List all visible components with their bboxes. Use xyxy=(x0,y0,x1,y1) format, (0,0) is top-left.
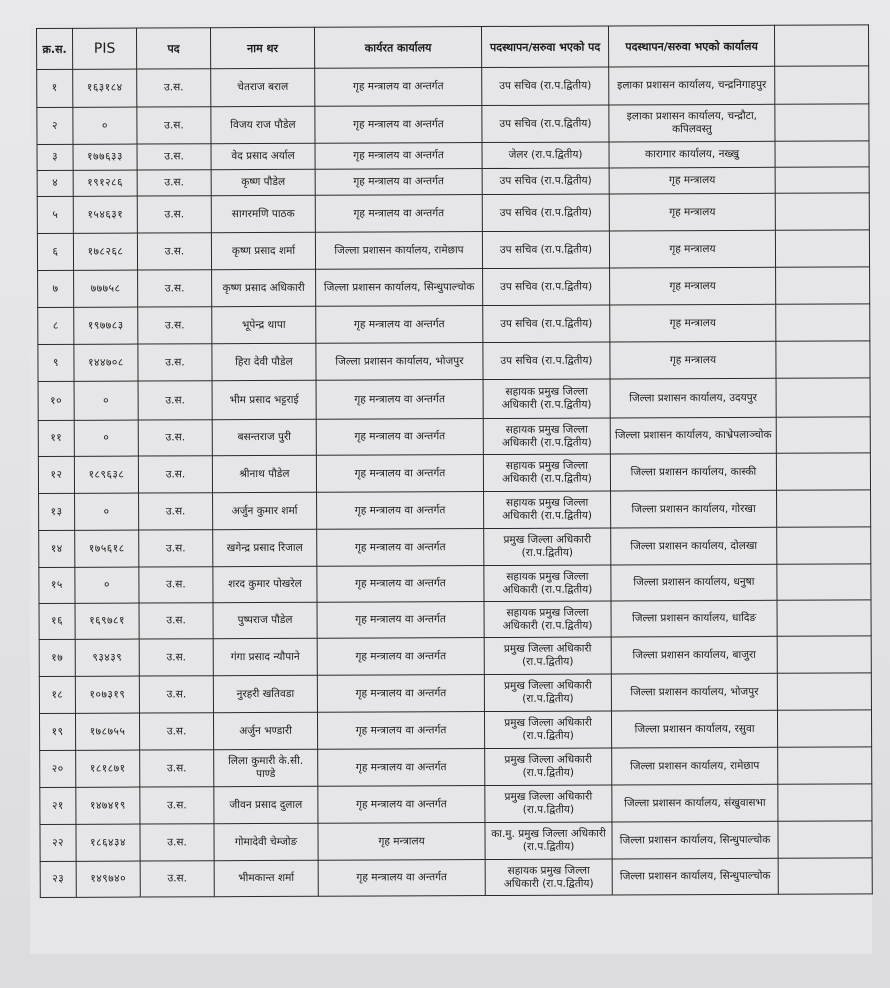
cell-post: उ.स. xyxy=(137,107,211,144)
cell-name: अर्जुन भण्डारी xyxy=(213,712,317,749)
table-header-row xyxy=(37,25,869,70)
cell-pis: ० xyxy=(75,567,139,603)
cell-current-office: गृह मन्त्रालय वा अन्तर्गत xyxy=(316,306,483,344)
cell-extra xyxy=(776,304,870,341)
cell-post: उ.स. xyxy=(139,567,213,603)
cell-sn: २१ xyxy=(40,787,76,824)
cell-posted-post: सहायक प्रमुख जिल्ला अधिकारी (रा.प.द्वितीय) xyxy=(483,418,610,455)
cell-current-office: गृह मन्त्रालय वा अन्तर्गत xyxy=(315,68,482,107)
cell-posted-post: सहायक प्रमुख जिल्ला अधिकारी (रा.प.द्वितीय) xyxy=(484,601,611,638)
cell-post: उ.स. xyxy=(137,196,211,233)
cell-name: भीमकान्त शर्मा xyxy=(214,860,318,896)
cell-name: पुष्पराज पौडेल xyxy=(213,602,317,638)
cell-sn: २ xyxy=(37,107,73,144)
cell-pis: १६३१८४ xyxy=(73,69,137,107)
table-row xyxy=(38,267,870,308)
cell-extra xyxy=(778,747,872,784)
cell-post: उ.स. xyxy=(137,144,211,170)
cell-posted-office: इलाका प्रशासन कार्यालय, चन्द्रनिगाहपुर xyxy=(609,66,775,105)
cell-posted-office: गृह मन्त्रालय xyxy=(609,167,775,194)
cell-pis: १९७७८३ xyxy=(74,307,138,344)
cell-sn: ३ xyxy=(37,144,73,170)
table-row xyxy=(38,341,870,382)
cell-name: जीवन प्रसाद दुलाल xyxy=(214,786,318,823)
cell-name: शरद कुमार पोखरेल xyxy=(213,566,317,602)
cell-post: उ.स. xyxy=(140,750,214,787)
cell-extra xyxy=(777,600,871,636)
cell-pis: १७५६१८ xyxy=(75,530,139,567)
cell-extra xyxy=(778,821,872,858)
cell-current-office: गृह मन्त्रालय वा अन्तर्गत xyxy=(316,455,483,493)
header-posted-office: पदस्थापन/सरुवा भएको कार्यालय xyxy=(608,25,774,67)
cell-posted-post: का.मु. प्रमुख जिल्ला अधिकारी (रा.प.द्वितीय) xyxy=(485,822,612,860)
cell-current-office: गृह मन्त्रालय वा अन्तर्गत xyxy=(315,195,482,233)
header-extra xyxy=(774,25,868,66)
cell-posted-post: प्रमुख जिल्ला अधिकारी (रा.प.द्वितीय) xyxy=(484,674,611,712)
cell-sn: १९ xyxy=(39,713,75,750)
cell-pis: ९३४३९ xyxy=(75,639,139,676)
cell-extra xyxy=(778,784,872,821)
cell-posted-office: कारागार कार्यालय, नख्खु xyxy=(609,141,775,168)
cell-name: वेद प्रसाद अर्याल xyxy=(211,143,315,169)
cell-extra xyxy=(777,636,871,673)
cell-sn: १७ xyxy=(39,639,75,676)
table-row xyxy=(40,747,872,788)
cell-name: बसन्तराज पुरी xyxy=(212,419,316,455)
cell-posted-office: इलाका प्रशासन कार्यालय, चन्द्रौटा, कपिलवस्तु xyxy=(609,104,775,142)
cell-post: उ.स. xyxy=(140,861,214,897)
cell-extra xyxy=(775,193,869,230)
cell-extra xyxy=(775,104,869,141)
table-body xyxy=(37,66,873,898)
cell-posted-office: जिल्ला प्रशासन कार्यालय, सिन्धुपाल्चोक xyxy=(612,821,778,859)
cell-sn: ९ xyxy=(38,344,74,381)
table-row xyxy=(37,193,869,234)
header-sn: क्र.स. xyxy=(37,28,73,69)
cell-sn: ७ xyxy=(38,270,74,307)
cell-sn: १४ xyxy=(39,530,75,567)
cell-pis: १९१२८६ xyxy=(73,170,137,196)
cell-sn: १८ xyxy=(39,676,75,713)
cell-posted-office: जिल्ला प्रशासन कार्यालय, भोजपुर xyxy=(611,673,777,711)
cell-pis: १८६४३४ xyxy=(76,824,140,861)
table-row xyxy=(39,490,871,531)
cell-current-office: जिल्ला प्रशासन कार्यालय, सिन्धुपाल्चोक xyxy=(316,269,483,307)
cell-extra xyxy=(775,230,869,267)
cell-posted-post: उप सचिव (रा.प.द्वितीय) xyxy=(482,105,609,143)
header-pis: PIS xyxy=(73,28,137,69)
table-row xyxy=(37,230,869,271)
cell-extra xyxy=(776,378,870,417)
cell-sn: १२ xyxy=(38,456,74,493)
cell-sn: ५ xyxy=(37,196,73,233)
cell-posted-post: उप सचिव (रा.प.द्वितीय) xyxy=(482,231,609,269)
cell-current-office: गृह मन्त्रालय वा अन्तर्गत xyxy=(317,566,484,603)
cell-posted-office: जिल्ला प्रशासन कार्यालय, बाजुरा xyxy=(611,636,777,674)
cell-posted-post: उप सचिव (रा.प.द्वितीय) xyxy=(482,168,609,195)
cell-extra xyxy=(776,453,870,490)
cell-current-office: गृह मन्त्रालय वा अन्तर्गत xyxy=(317,529,484,567)
cell-posted-post: उप सचिव (रा.प.द्वितीय) xyxy=(482,67,609,106)
cell-name: लिला कुमारी के.सी. पाण्डे xyxy=(214,749,318,786)
cell-posted-post: उप सचिव (रा.प.द्वितीय) xyxy=(482,194,609,232)
cell-current-office: गृह मन्त्रालय वा अन्तर्गत xyxy=(318,749,485,787)
cell-post: उ.स. xyxy=(137,69,211,107)
table-row xyxy=(39,527,871,568)
cell-sn: १६ xyxy=(39,603,75,639)
cell-posted-office: गृह मन्त्रालय xyxy=(610,267,776,305)
table-row xyxy=(37,66,869,108)
cell-pis: १५४६३१ xyxy=(73,196,137,233)
cell-post: उ.स. xyxy=(139,713,213,750)
cell-current-office: गृह मन्त्रालय वा अन्तर्गत xyxy=(317,492,484,530)
cell-posted-office: जिल्ला प्रशासन कार्यालय, उदयपुर xyxy=(610,378,776,418)
cell-name: चेतराज बराल xyxy=(211,68,315,106)
table-row xyxy=(38,378,870,421)
cell-posted-office: जिल्ला प्रशासन कार्यालय, कास्की xyxy=(610,453,776,491)
cell-pis: १४७४१९ xyxy=(76,787,140,824)
cell-current-office: गृह मन्त्रालय वा अन्तर्गत xyxy=(316,380,483,420)
cell-pis: १८१८७१ xyxy=(76,750,140,787)
cell-post: उ.स. xyxy=(138,307,212,344)
cell-sn: २२ xyxy=(40,824,76,861)
cell-extra xyxy=(777,564,871,600)
cell-posted-office: जिल्ला प्रशासन कार्यालय, संखुवासभा xyxy=(612,784,778,822)
header-current-office: कार्यरत कार्यालय xyxy=(314,27,481,69)
cell-sn: २० xyxy=(40,750,76,787)
cell-name: खगेन्द्र प्रसाद रिजाल xyxy=(213,529,317,566)
cell-extra xyxy=(775,66,869,104)
cell-posted-office: जिल्ला प्रशासन कार्यालय, धनुषा xyxy=(611,564,777,601)
cell-extra xyxy=(778,858,872,894)
cell-pis: १७८७५५ xyxy=(75,713,139,750)
table-row xyxy=(39,673,871,714)
cell-pis: १६९७८१ xyxy=(75,603,139,639)
cell-posted-office: जिल्ला प्रशासन कार्यालय, सिन्धुपाल्चोक xyxy=(612,858,778,895)
cell-posted-post: उप सचिव (रा.प.द्वितीय) xyxy=(483,342,610,380)
cell-post: उ.स. xyxy=(138,270,212,307)
cell-posted-office: जिल्ला प्रशासन कार्यालय, धादिङ xyxy=(611,600,777,637)
cell-posted-post: सहायक प्रमुख जिल्ला अधिकारी (रा.प.द्वितीय) xyxy=(483,379,610,419)
cell-posted-post: उप सचिव (रा.प.द्वितीय) xyxy=(483,305,610,343)
table-row xyxy=(40,784,872,825)
cell-posted-post: प्रमुख जिल्ला अधिकारी (रा.प.द्वितीय) xyxy=(484,528,611,566)
cell-pis: ७७७५८ xyxy=(74,270,138,307)
cell-post: उ.स. xyxy=(140,824,214,861)
cell-posted-post: सहायक प्रमुख जिल्ला अधिकारी (रा.प.द्वितीय) xyxy=(484,491,611,529)
cell-posted-office: जिल्ला प्रशासन कार्यालय, रामेछाप xyxy=(612,747,778,785)
cell-post: उ.स. xyxy=(138,381,212,420)
cell-name: कृष्ण पौडेल xyxy=(211,169,315,195)
cell-name: भीम प्रसाद भट्टराई xyxy=(212,380,316,419)
cell-posted-office: जिल्ला प्रशासन कार्यालय, रसुवा xyxy=(611,710,777,748)
cell-current-office: गृह मन्त्रालय वा अन्तर्गत xyxy=(317,638,484,676)
cell-name: गोमादेवी चेम्जोङ xyxy=(214,823,318,860)
cell-posted-post: जेलर (रा.प.द्वितीय) xyxy=(482,142,609,169)
cell-name: गंगा प्रसाद न्यौपाने xyxy=(213,638,317,675)
cell-post: उ.स. xyxy=(140,787,214,824)
cell-post: उ.स. xyxy=(138,456,212,493)
cell-pis: ० xyxy=(74,381,138,420)
cell-posted-post: सहायक प्रमुख जिल्ला अधिकारी (रा.प.द्वितीय) xyxy=(485,859,612,896)
header-posted-post: पदस्थापन/सरुवा भएको पद xyxy=(481,26,608,68)
cell-post: उ.स. xyxy=(138,344,212,381)
table-row xyxy=(38,417,870,457)
table-row xyxy=(39,710,871,751)
cell-sn: १ xyxy=(37,69,73,107)
cell-posted-post: सहायक प्रमुख जिल्ला अधिकारी (रा.प.द्वितीय) xyxy=(484,565,611,602)
cell-name: श्रीनाथ पौडेल xyxy=(212,455,316,492)
cell-pis: ० xyxy=(73,107,137,144)
cell-post: उ.स. xyxy=(139,676,213,713)
cell-posted-office: जिल्ला प्रशासन कार्यालय, गोरखा xyxy=(611,490,777,528)
cell-post: उ.स. xyxy=(139,603,213,639)
cell-post: उ.स. xyxy=(139,493,213,530)
cell-sn: २३ xyxy=(40,861,76,897)
cell-posted-office: गृह मन्त्रालय xyxy=(609,193,775,231)
cell-post: उ.स. xyxy=(137,233,211,270)
cell-current-office: गृह मन्त्रालय वा अन्तर्गत xyxy=(316,419,483,456)
cell-name: अर्जुन कुमार शर्मा xyxy=(213,492,317,529)
cell-post: उ.स. xyxy=(139,530,213,567)
cell-posted-office: जिल्ला प्रशासन कार्यालय, दोलखा xyxy=(611,527,777,565)
cell-sn: १० xyxy=(38,381,74,420)
table-row xyxy=(37,141,869,171)
cell-extra xyxy=(775,141,869,167)
cell-pis: १७८२६८ xyxy=(73,233,137,270)
cell-posted-post: प्रमुख जिल्ला अधिकारी (रा.प.द्वितीय) xyxy=(485,748,612,786)
cell-sn: ६ xyxy=(37,233,73,270)
cell-current-office: गृह मन्त्रालय वा अन्तर्गत xyxy=(317,602,484,639)
table-row xyxy=(40,821,872,862)
cell-name: हिरा देवी पौडेल xyxy=(212,343,316,380)
table-row xyxy=(38,453,870,494)
cell-pis: ० xyxy=(74,420,138,456)
cell-posted-office: जिल्ला प्रशासन कार्यालय, काभ्रेपलाञ्चोक xyxy=(610,417,776,454)
cell-sn: ८ xyxy=(38,307,74,344)
cell-current-office: गृह मन्त्रालय वा अन्तर्गत xyxy=(315,106,482,144)
cell-posted-post: प्रमुख जिल्ला अधिकारी (रा.प.द्वितीय) xyxy=(484,637,611,675)
cell-pis: १७७६३३ xyxy=(73,144,137,170)
header-post: पद xyxy=(137,28,211,69)
table-row xyxy=(38,304,870,345)
cell-name: कृष्ण प्रसाद शर्मा xyxy=(211,232,315,269)
cell-current-office: गृह मन्त्रालय वा अन्तर्गत xyxy=(317,675,484,713)
cell-name: कृष्ण प्रसाद अधिकारी xyxy=(212,269,316,306)
cell-posted-office: गृह मन्त्रालय xyxy=(609,230,775,268)
cell-post: उ.स. xyxy=(138,420,212,456)
cell-name: भूपेन्द्र थापा xyxy=(212,306,316,343)
table-row xyxy=(37,104,869,145)
table-row xyxy=(39,636,871,677)
cell-pis: १८९६३८ xyxy=(74,456,138,493)
cell-extra xyxy=(776,417,870,453)
header-name: नाम थर xyxy=(211,27,315,68)
cell-current-office: गृह मन्त्रालय वा अन्तर्गत xyxy=(318,786,485,824)
cell-pis: १४९७४० xyxy=(76,861,140,897)
cell-name: विजय राज पौडेल xyxy=(211,106,315,143)
cell-extra xyxy=(777,673,871,710)
cell-current-office: गृह मन्त्रालय वा अन्तर्गत xyxy=(318,860,485,897)
cell-name: नुरहरी खतिवडा xyxy=(213,675,317,712)
cell-sn: ४ xyxy=(37,170,73,196)
cell-extra xyxy=(775,167,869,193)
cell-extra xyxy=(776,267,870,304)
table-row xyxy=(40,858,872,898)
cell-posted-post: प्रमुख जिल्ला अधिकारी (रा.प.द्वितीय) xyxy=(484,711,611,749)
cell-posted-post: उप सचिव (रा.प.द्वितीय) xyxy=(483,268,610,306)
cell-posted-office: गृह मन्त्रालय xyxy=(610,341,776,379)
cell-current-office: जिल्ला प्रशासन कार्यालय, भोजपुर xyxy=(316,343,483,381)
cell-extra xyxy=(776,341,870,378)
cell-post: उ.स. xyxy=(137,170,211,196)
cell-current-office: गृह मन्त्रालय वा अन्तर्गत xyxy=(315,143,482,170)
cell-extra xyxy=(777,710,871,747)
cell-current-office: जिल्ला प्रशासन कार्यालय, रामेछाप xyxy=(315,232,482,270)
transfer-table xyxy=(36,24,873,898)
cell-pis: १४४७०८ xyxy=(74,344,138,381)
cell-current-office: गृह मन्त्रालय xyxy=(318,823,485,861)
cell-extra xyxy=(777,490,871,527)
cell-posted-post: सहायक प्रमुख जिल्ला अधिकारी (रा.प.द्वितीय) xyxy=(483,454,610,492)
cell-sn: १३ xyxy=(39,493,75,530)
cell-sn: १५ xyxy=(39,567,75,603)
table-row xyxy=(37,167,869,197)
cell-posted-post: प्रमुख जिल्ला अधिकारी (रा.प.द्वितीय) xyxy=(485,785,612,823)
cell-name: सागरमणि पाठक xyxy=(211,195,315,232)
cell-post: उ.स. xyxy=(139,639,213,676)
cell-sn: ११ xyxy=(38,420,74,456)
table-row xyxy=(39,600,871,640)
cell-pis: १०७३१९ xyxy=(75,676,139,713)
cell-pis: ० xyxy=(75,493,139,530)
cell-current-office: गृह मन्त्रालय वा अन्तर्गत xyxy=(315,169,482,196)
table-row xyxy=(39,564,871,604)
cell-current-office: गृह मन्त्रालय वा अन्तर्गत xyxy=(317,712,484,750)
cell-extra xyxy=(777,527,871,564)
cell-posted-office: गृह मन्त्रालय xyxy=(610,304,776,342)
